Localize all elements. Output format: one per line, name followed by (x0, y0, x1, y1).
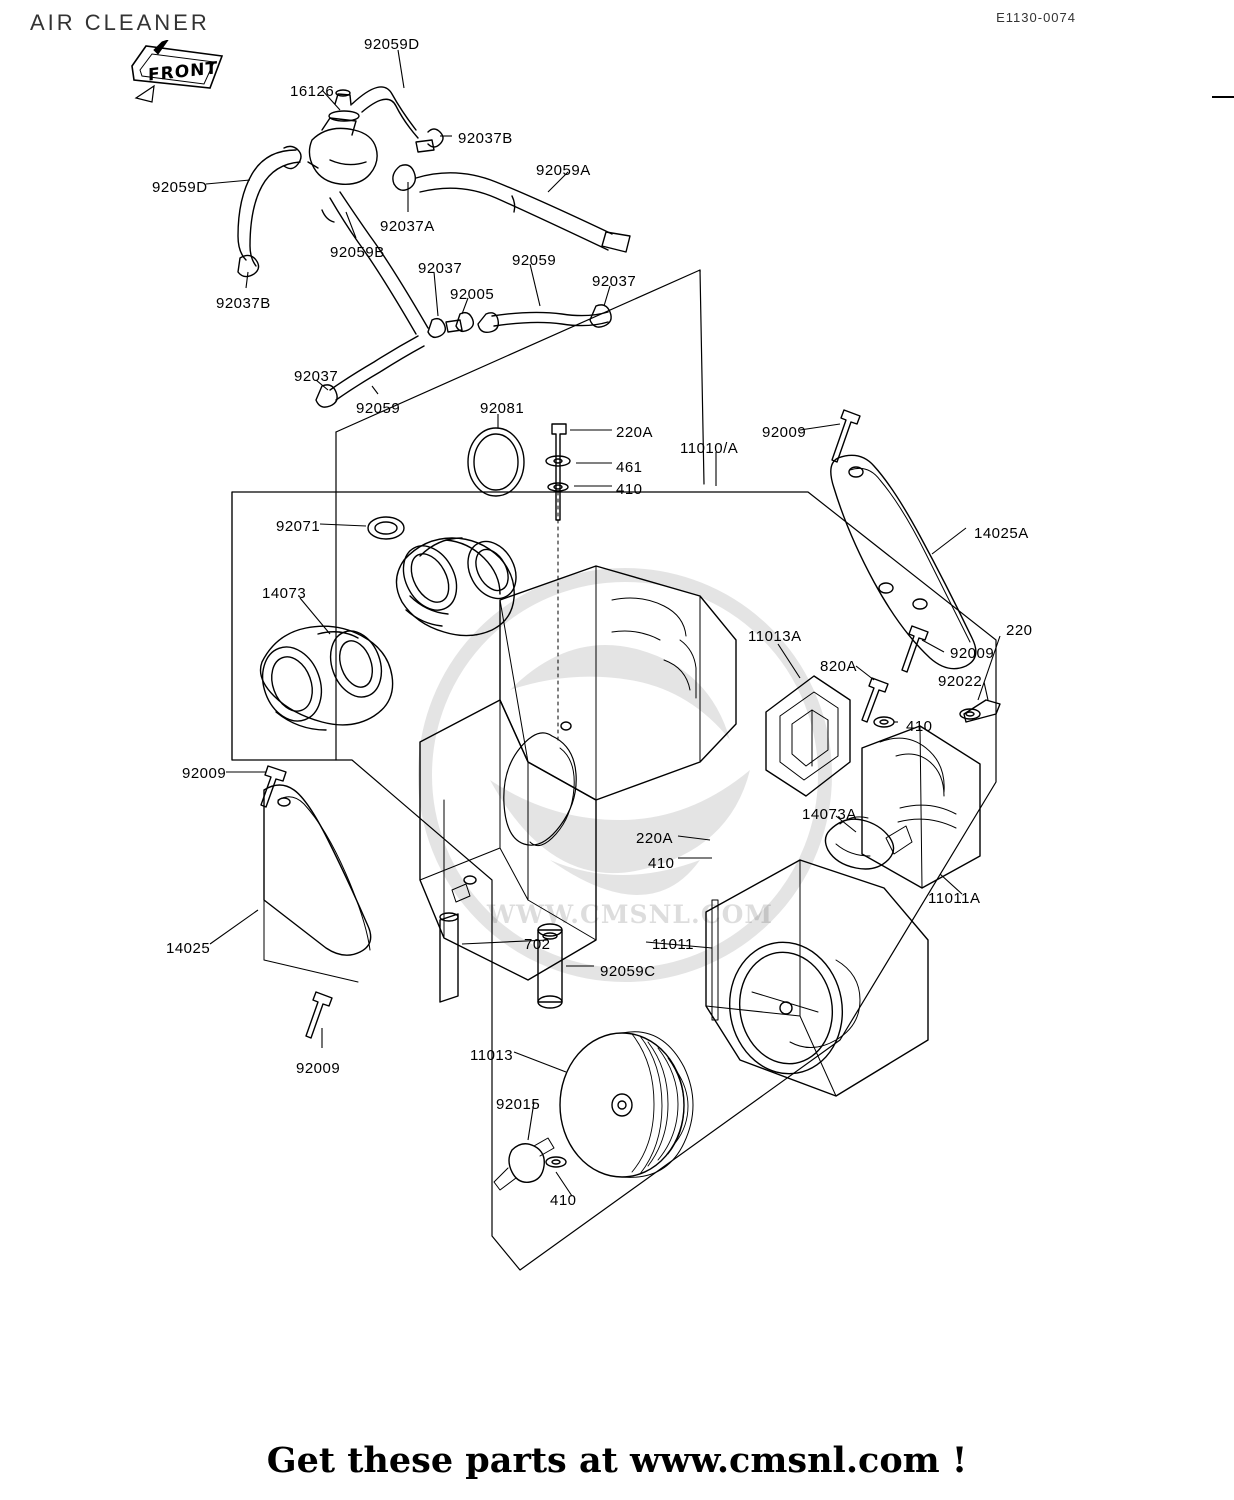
part-callout-14025a[interactable]: 14025A (974, 525, 1029, 542)
part-callout-92081[interactable]: 92081 (480, 400, 525, 417)
part-callout-92037a[interactable]: 92037A (380, 218, 435, 235)
part-callout-92009[interactable]: 92009 (762, 424, 807, 441)
part-callout-410[interactable]: 410 (550, 1192, 577, 1209)
part-callout-11011a[interactable]: 11011A (928, 890, 981, 907)
part-callout-702[interactable]: 702 (524, 936, 551, 953)
part-callout-220[interactable]: 220 (1006, 622, 1033, 639)
part-callout-11010-a[interactable]: 11010/A (680, 440, 739, 457)
part-callout-11013[interactable]: 11013 (470, 1047, 514, 1064)
part-callout-410[interactable]: 410 (906, 718, 933, 735)
part-callout-92059b[interactable]: 92059B (330, 244, 385, 261)
part-callout-220a[interactable]: 220A (636, 830, 674, 847)
front-badge-label: FRONT (148, 58, 218, 86)
part-callout-92022[interactable]: 92022 (938, 673, 983, 690)
part-callout-92037[interactable]: 92037 (592, 273, 637, 290)
part-callout-14025[interactable]: 14025 (166, 940, 211, 957)
part-callout-92059c[interactable]: 92059C (600, 963, 656, 980)
part-callout-92037[interactable]: 92037 (294, 368, 339, 385)
part-callout-410[interactable]: 410 (616, 481, 643, 498)
page-title: AIR CLEANER (30, 10, 210, 35)
part-callout-92015[interactable]: 92015 (496, 1096, 541, 1113)
part-callout-92059[interactable]: 92059 (356, 400, 401, 417)
part-callout-410[interactable]: 410 (648, 855, 675, 872)
part-callout-92071[interactable]: 92071 (276, 518, 321, 535)
part-callout-92005[interactable]: 92005 (450, 286, 495, 303)
part-callout-92059d[interactable]: 92059D (364, 36, 420, 53)
cmsnl-watermark-text: WWW.CMSNL.COM (486, 900, 774, 929)
part-callout-14073a[interactable]: 14073A (802, 806, 857, 823)
part-callout-92059[interactable]: 92059 (512, 252, 557, 269)
part-callout-11013a[interactable]: 11013A (748, 628, 802, 645)
part-callout-92037b[interactable]: 92037B (216, 295, 271, 312)
part-callout-92059d[interactable]: 92059D (152, 179, 208, 196)
part-callout-11011[interactable]: 11011 (652, 936, 694, 953)
part-callout-220a[interactable]: 220A (616, 424, 654, 441)
part-callout-92009[interactable]: 92009 (296, 1060, 341, 1077)
part-callout-92009[interactable]: 92009 (950, 645, 995, 662)
part-callout-14073[interactable]: 14073 (262, 585, 307, 602)
footer-note: Get these parts at www.cmsnl.com ! (266, 1440, 968, 1481)
part-callout-16126[interactable]: 16126 (290, 83, 335, 100)
part-callout-92037[interactable]: 92037 (418, 260, 463, 277)
part-callout-92059a[interactable]: 92059A (536, 162, 591, 179)
part-callout-92037b[interactable]: 92037B (458, 130, 513, 147)
diagram-code: E1130-0074 (996, 10, 1076, 25)
part-callout-820a[interactable]: 820A (820, 658, 858, 675)
part-callout-461[interactable]: 461 (616, 459, 643, 476)
part-callout-92009[interactable]: 92009 (182, 765, 227, 782)
